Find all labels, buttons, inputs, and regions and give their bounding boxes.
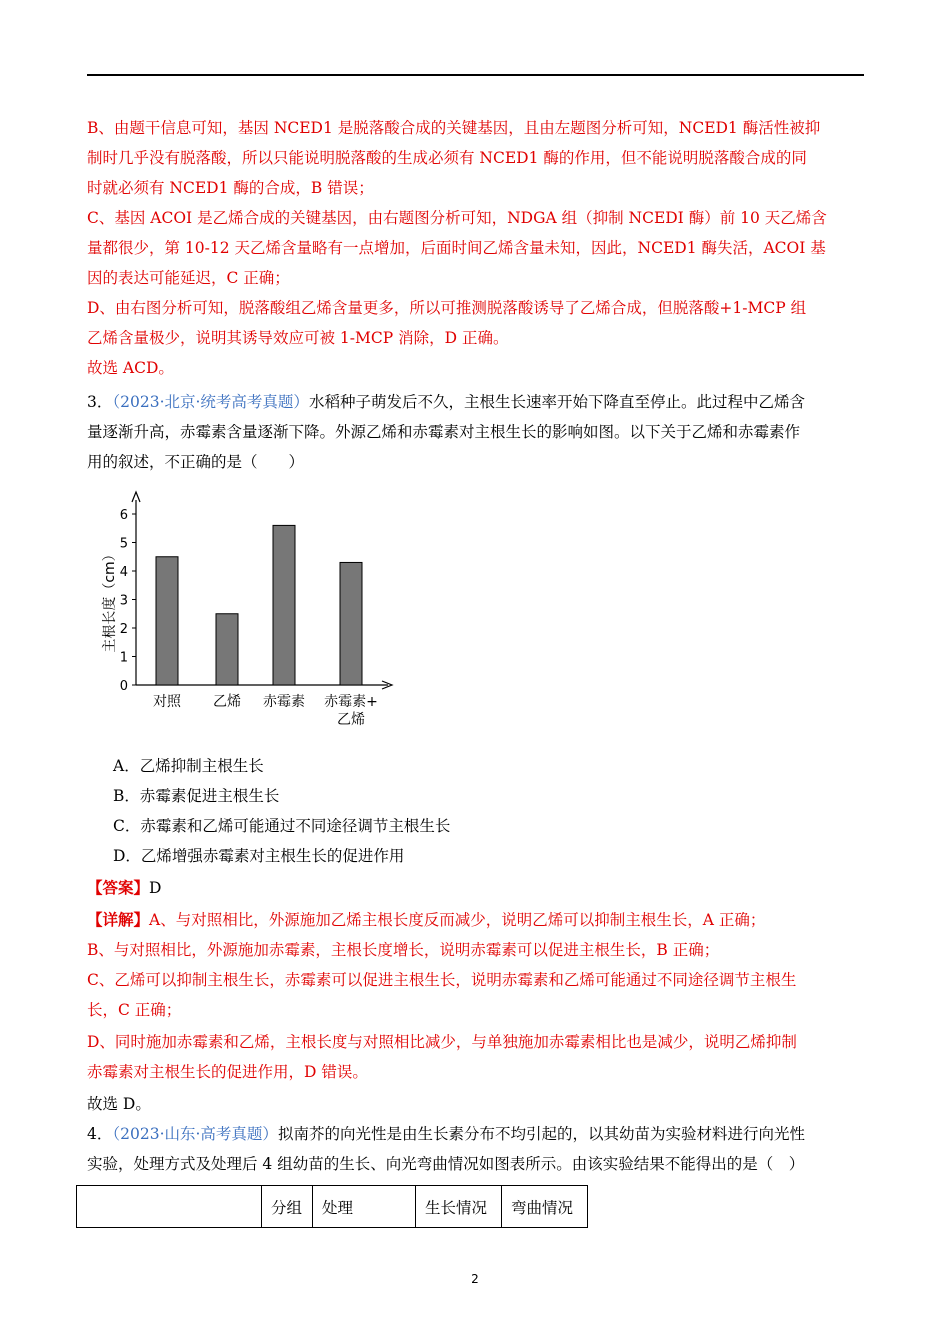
chart-y-tick-label: 4 [119,565,128,580]
question3-stem-text: 水稻种子萌发后不久，主根生长速率开始下降直至停止。此过程中乙烯含 [308,393,805,411]
table-header-cell: 处理 [313,1186,416,1228]
chart-y-tick-label: 5 [119,536,128,552]
answer-tag: 【答案】 [87,878,150,897]
explain-text-a: A、与对照相比，外源施加乙烯主根长度反而减少，说明乙烯可以抑制主根生长，A 正确； [149,911,766,929]
explain-line-6: 赤霉素对主根生长的促进作用，D 错误。 [87,1063,368,1081]
chart-y-tick-label: 6 [119,508,128,523]
option-a: A．乙烯抑制主根生长 [113,757,264,775]
question4-source: （2023·山东·高考真题） [112,1125,278,1143]
analysis-c-line-1: C、基因 ACOI 是乙烯合成的关键基因，由右题图分析可知，NDGA 组（抑制 NCEDI 酶）前 10 天乙烯含 [87,209,827,227]
analysis-d-line-2: 乙烯含量极少，说明其诱导效应可被 1-MCP 消除，D 正确。 [87,329,509,347]
chart-bar [273,525,295,685]
chart-x-labels [153,693,378,728]
question3-source: （2023·北京·统考高考真题） [112,393,309,411]
question3-number: 3． [87,393,113,411]
analysis-b-line-3: 时就必须有 NCED1 酶的合成，B 错误； [87,179,374,197]
question4-stem-line-2: 实验，处理方式及处理后 4 组幼苗的生长、向光弯曲情况如图表所示。由该实验结果不能得出的是（ ） [87,1155,805,1173]
page-number: 2 [471,1272,479,1286]
chart-x-tick-label: 赤霉素+ [324,694,378,710]
question3-stem-line-2: 量逐渐升高，赤霉素含量逐渐下降。外源乙烯和赤霉素对主根生长的影响如图。以下关于乙烯和赤霉素作 [87,423,801,441]
chart-bar [156,557,178,685]
question4-number: 4． [87,1125,113,1143]
answer-value: D [149,879,162,897]
chart-y-tick-label: 0 [119,679,128,694]
option-b: B．赤霉素促进主根生长 [113,787,280,805]
analysis-b-line-1: B、由题干信息可知，基因 NCED1 是脱落酸合成的关键基因，且由左题图分析可知，NCED1 酶活性被抑 [87,119,821,137]
table-header-cell: 生长情况 [416,1186,502,1228]
header-rule [87,74,864,76]
table-header-cell [77,1186,262,1228]
question4-stem-text: 拟南芥的向光性是由生长素分布不均引起的，以其幼苗为实验材料进行向光性 [277,1125,805,1143]
chart-x-tick-label: 乙烯 [213,694,241,710]
chart-x-tick-label: 对照 [153,694,181,710]
chart-y-tick-label: 1 [119,650,128,666]
question3-stem-line-3: 用的叙述，不正确的是（ ） [87,453,305,471]
explain-line-1 [87,910,765,930]
analysis-d-line-1: D、由右图分析可知，脱落酸组乙烯含量更多，所以可推测脱落酸诱导了乙烯合成，但脱落酸+1-MCP 组 [87,299,807,317]
explain-line-2: B、与对照相比，外源施加赤霉素，主根长度增长，说明赤霉素可以促进主根生长，B 正确； [87,941,720,959]
chart-bar [340,562,362,685]
option-c: C．赤霉素和乙烯可能通过不同途径调节主根生长 [113,817,451,835]
table-header-cell: 分组 [262,1186,313,1228]
analysis-c-line-3: 因的表达可能延迟，C 正确； [87,269,290,287]
option-d: D．乙烯增强赤霉素对主根生长的促进作用 [113,847,405,865]
question4-stem-line-1 [87,1124,805,1144]
explain-line-3: C、乙烯可以抑制主根生长，赤霉素可以促进主根生长，说明赤霉素和乙烯可能通过不同途径调节主根生 [87,971,797,989]
root-length-bar-chart [96,486,396,734]
answer-line [87,878,161,898]
question3-conclusion: 故选 D。 [87,1095,151,1113]
analysis-b-line-2: 制时几乎没有脱落酸，所以只能说明脱落酸的生成必须有 NCED1 酶的作用，但不能说明脱落酸合成的同 [87,149,807,167]
analysis-conclusion: 故选 ACD。 [87,359,174,377]
chart-x-tick-label: 乙烯 [337,712,365,728]
chart-bars [156,525,362,685]
chart-y-tick-label: 2 [119,622,128,637]
table-header-row [77,1186,588,1228]
table-header-cell: 弯曲情况 [502,1186,588,1228]
analysis-c-line-2: 量都很少，第 10-12 天乙烯含量略有一点增加，后面时间乙烯含量未知，因此，NCED1 酶失活，ACOI 基 [87,239,826,257]
explain-line-4: 长，C 正确； [87,1001,182,1019]
question3-stem-line-1 [87,392,805,412]
explain-line-5: D、同时施加赤霉素和乙烯，主根长度与对照相比减少，与单独施加赤霉素相比也是减少，说明乙烯抑制 [87,1033,797,1051]
chart-y-label: 主根长度（cm） [102,547,118,653]
chart-y-tick-label: 3 [119,593,128,609]
chart-x-tick-label: 赤霉素 [263,694,305,710]
chart-y-ticks [120,508,136,694]
chart-bar [216,614,238,685]
question4-table [76,1185,588,1228]
explain-tag: 【详解】 [87,910,150,929]
